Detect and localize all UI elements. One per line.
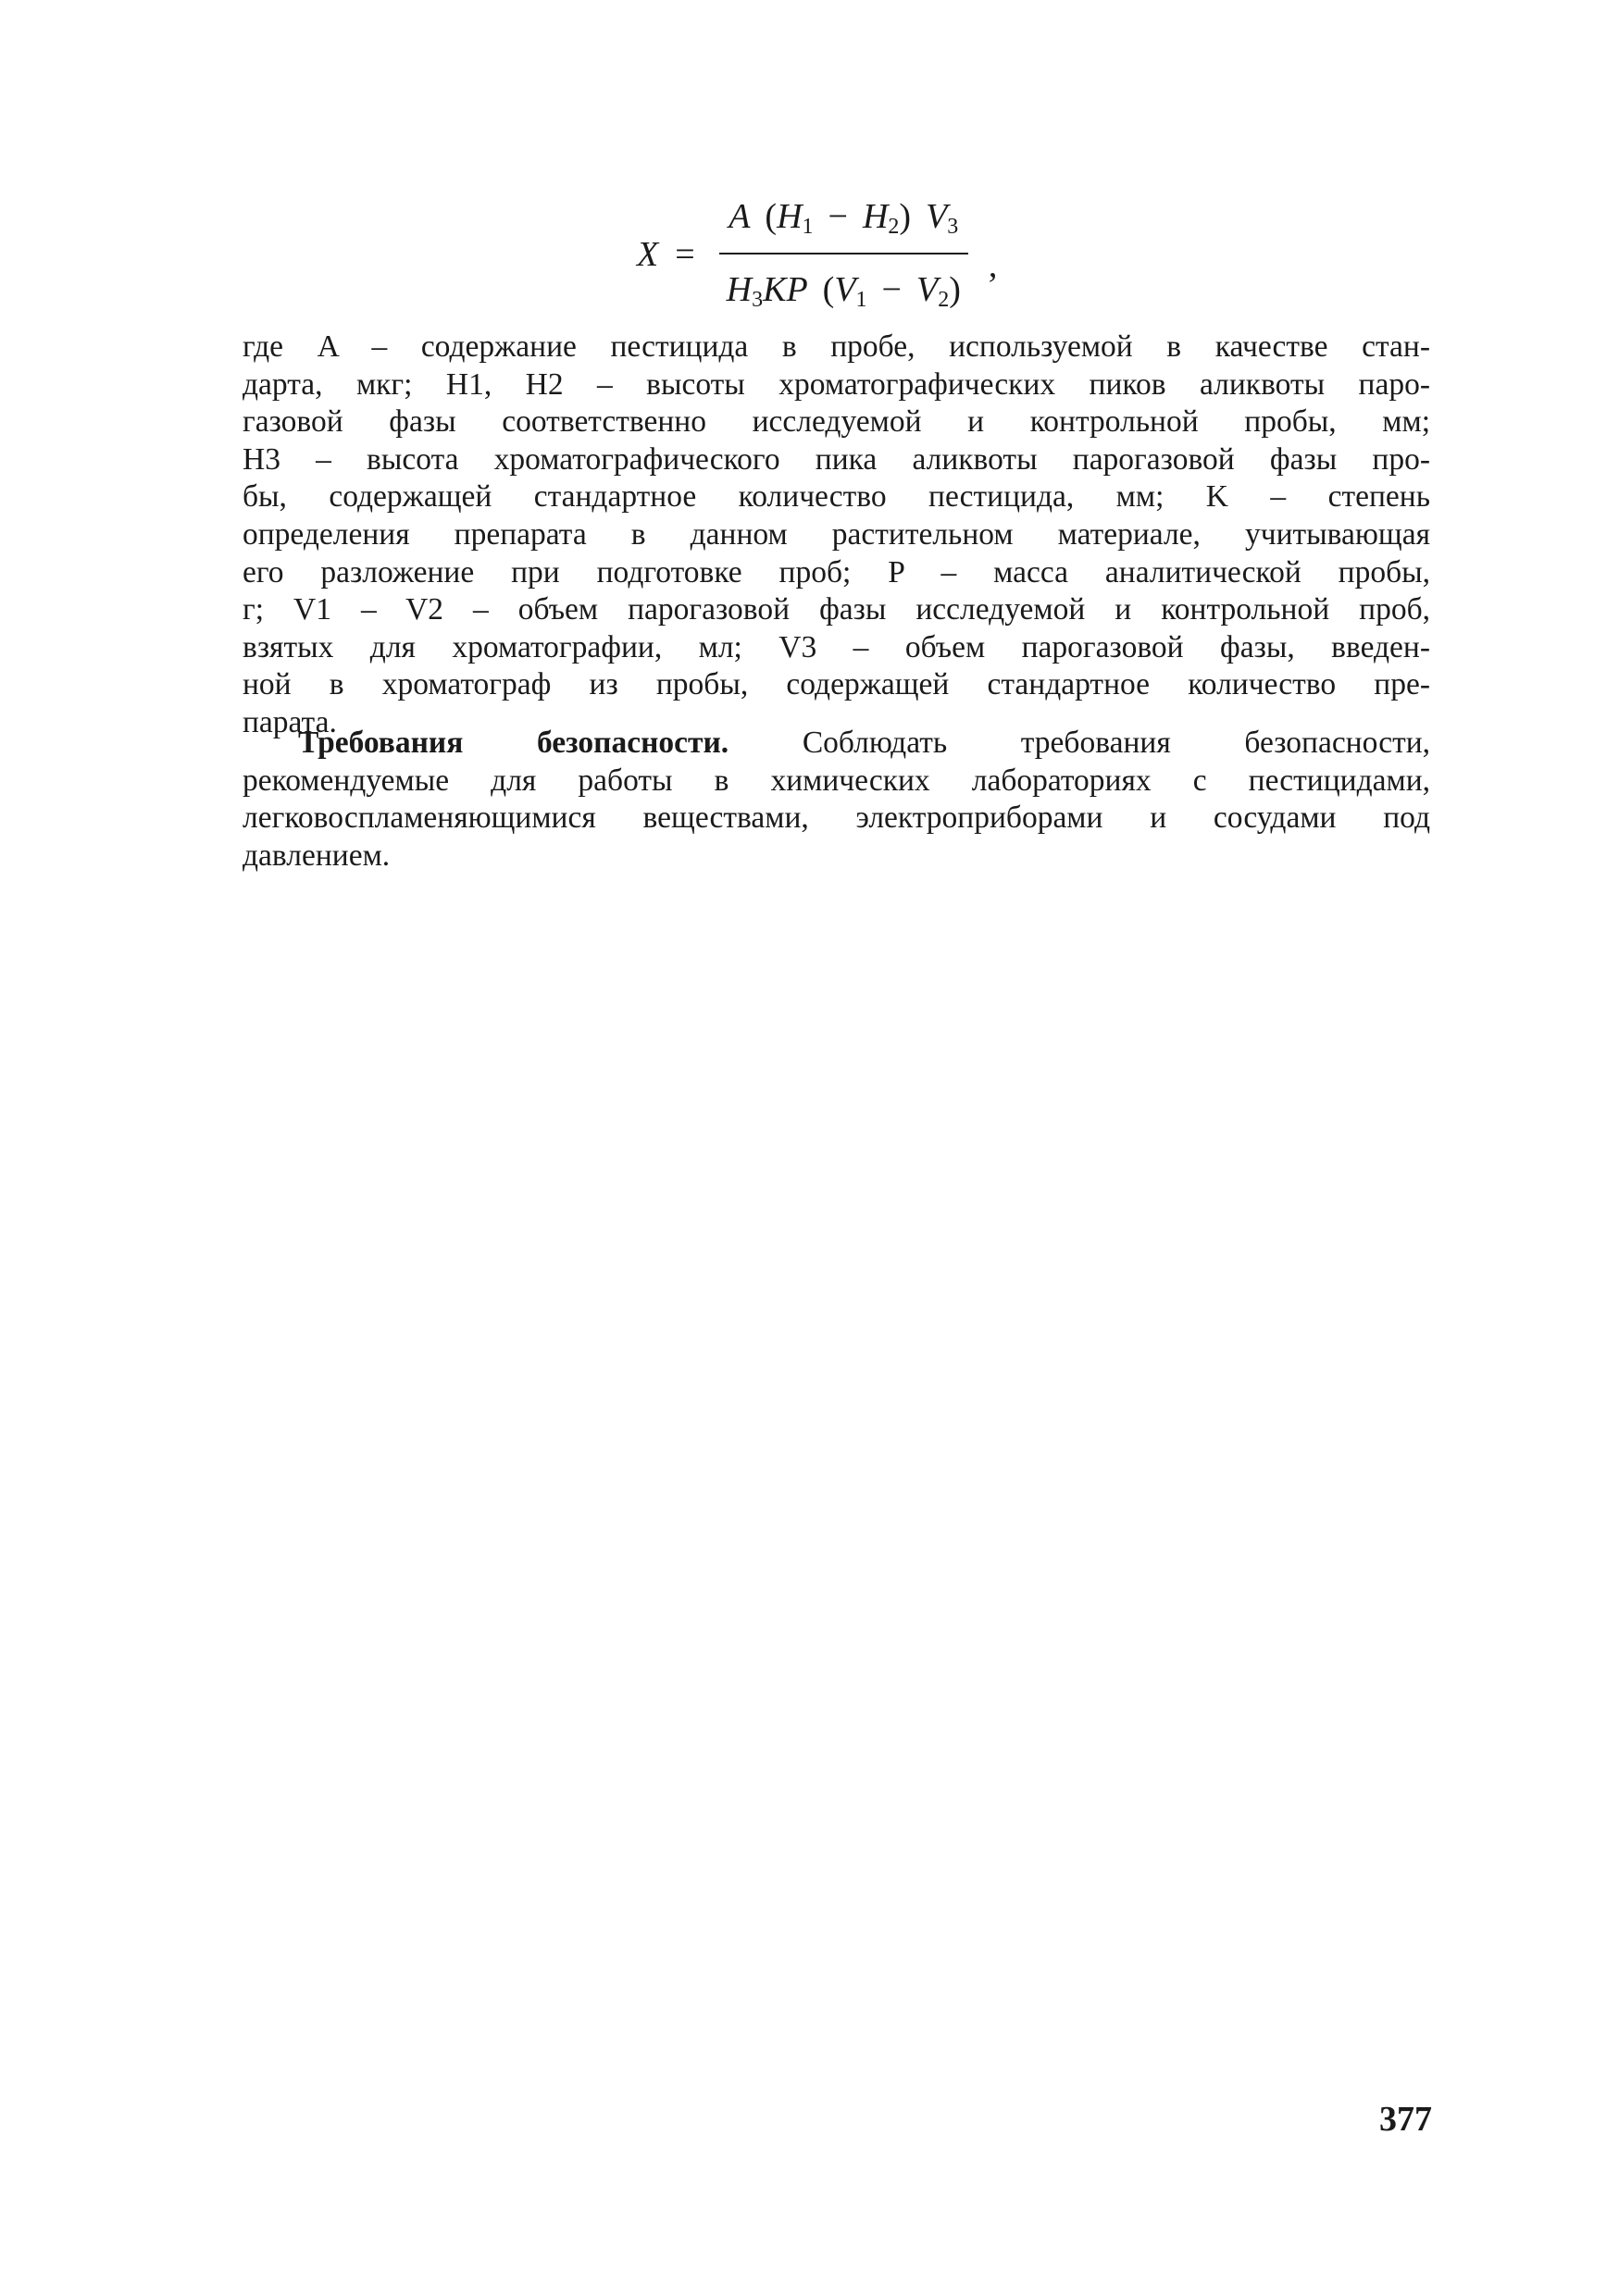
formula-paren: ) xyxy=(899,197,912,236)
formula-sub: 1 xyxy=(802,215,814,239)
formula-paren: ( xyxy=(822,270,835,309)
text-line: его разложение при подготовке проб; P – масса аналитической пробы, xyxy=(243,554,1430,590)
text-line: рекомендуемые для работы в химических лабораториях с пестицидами, xyxy=(243,763,1430,798)
page-number: 377 xyxy=(1379,2100,1432,2139)
formula-fraction xyxy=(719,196,968,313)
formula-equals: = xyxy=(675,235,695,274)
formula-denominator xyxy=(719,269,968,313)
formula-minus: − xyxy=(828,197,848,236)
safety-heading: Требования безопасности. xyxy=(298,726,729,760)
formula-var-h: H xyxy=(862,197,889,236)
text-line: где A – содержание пестицида в пробе, используемой в качестве стан- xyxy=(243,329,1430,364)
formula-paren: ) xyxy=(949,270,961,309)
text-line: дарта, мкг; H1, H2 – высоты хроматографических пиков аликвоты паро- xyxy=(243,366,1430,402)
formula xyxy=(637,185,997,324)
text-line: бы, содержащей стандартное количество пестицида, мм; K – степень xyxy=(243,479,1430,515)
text-line: взятых для хроматографии, мл; V3 – объем парогазовой фазы, введен- xyxy=(243,629,1430,664)
text-line: газовой фазы соответственно исследуемой и контрольной пробы, мм; xyxy=(243,404,1430,440)
formula-sub: 2 xyxy=(888,215,900,239)
safety-first-line xyxy=(243,725,1430,763)
fraction-bar xyxy=(719,253,968,254)
definitions-paragraph xyxy=(243,329,1430,742)
formula-var-a: A xyxy=(729,197,751,236)
text-line: парата. xyxy=(243,704,337,739)
formula-numerator xyxy=(721,196,965,240)
formula-comma: , xyxy=(988,246,998,285)
safety-first-line-text: Соблюдать требования безопасности, xyxy=(802,726,1431,760)
text-line: г; V1 – V2 – объем парогазовой фазы исследуемой и контрольной проб, xyxy=(243,592,1430,627)
formula-lhs: X xyxy=(637,235,659,274)
formula-sub: 3 xyxy=(752,288,764,312)
formula-var-h: H xyxy=(777,197,803,236)
formula-var-v: V xyxy=(915,270,939,309)
formula-sub: 1 xyxy=(855,288,867,312)
formula-minus: − xyxy=(881,270,902,309)
text-line: ной в хроматограф из пробы, содержащей стандартное количество пре- xyxy=(243,667,1430,702)
formula-var-h: H xyxy=(726,270,753,309)
formula-sub: 2 xyxy=(938,288,950,312)
formula-var-kp: KP xyxy=(763,270,808,309)
text-line: давлением. xyxy=(243,838,391,873)
formula-sub: 3 xyxy=(947,215,959,239)
text-line: H3 – высота хроматографического пика аликвоты парогазовой фазы про- xyxy=(243,441,1430,477)
formula-var-v: V xyxy=(926,197,948,236)
formula-paren: ( xyxy=(765,197,778,236)
text-line: легковоспламеняющимися веществами, электроприборами и сосудами под xyxy=(243,800,1430,836)
text-line: определения препарата в данном растительном материале, учитывающая xyxy=(243,516,1430,552)
safety-paragraph xyxy=(243,725,1430,875)
formula-var-v: V xyxy=(834,270,856,309)
